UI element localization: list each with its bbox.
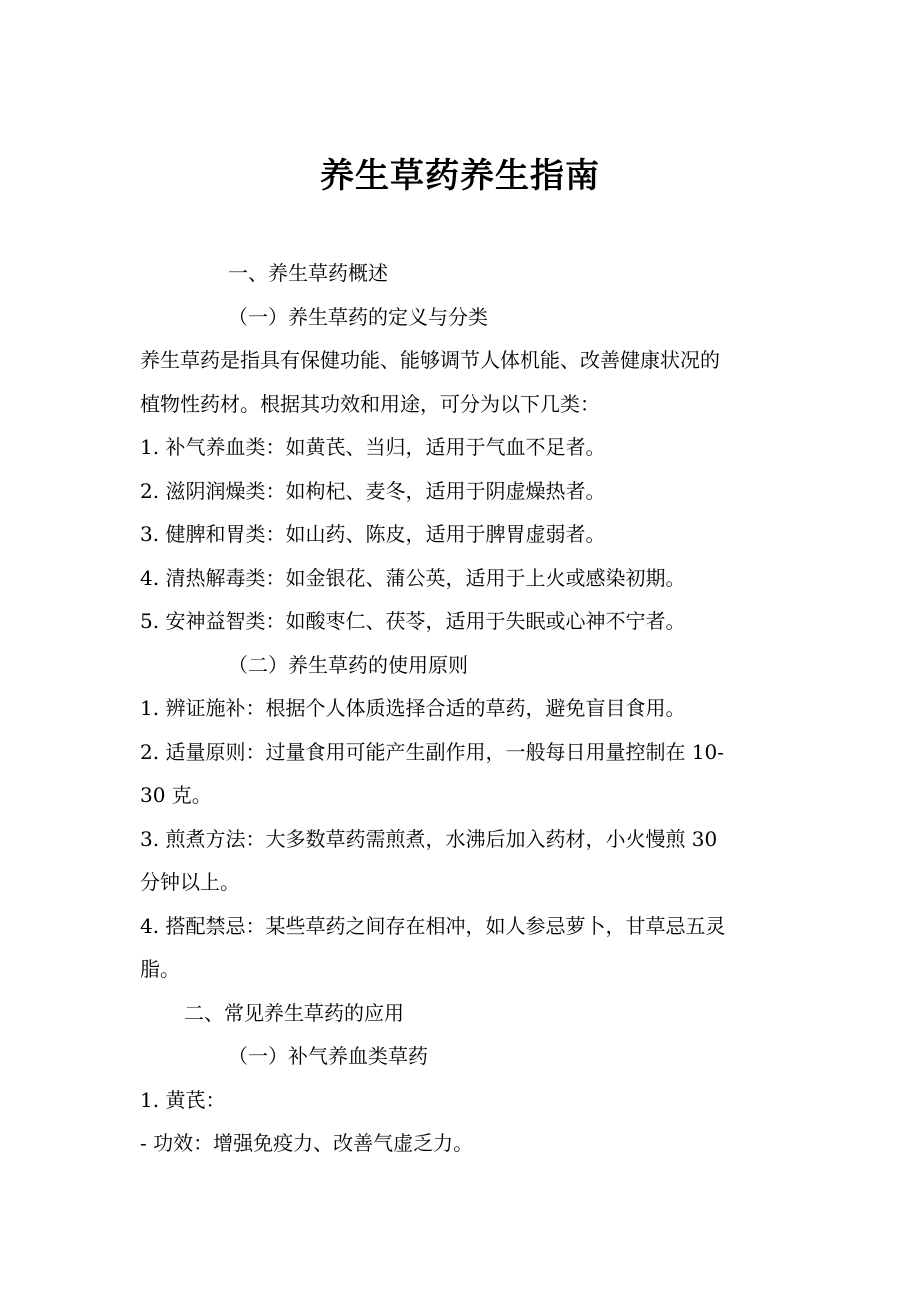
list-item: 1. 黄芪： — [140, 1087, 226, 1112]
list-item: 1. 辨证施补：根据个人体质选择合适的草药，避免盲目食用。 — [140, 696, 686, 720]
list-item: 4. 搭配禁忌：某些草药之间存在相冲，如人参忌萝卜，甘草忌五灵 — [140, 913, 726, 938]
paragraph-line: 养生草药是指具有保健功能、能够调节人体机能、改善健康状况的 — [140, 348, 720, 372]
list-item-continuation: 分钟以上。 — [140, 870, 240, 894]
page-title: 养生草药养生指南 — [320, 156, 600, 196]
list-item: 2. 滋阴润燥类：如枸杞、麦冬，适用于阴虚燥热者。 — [140, 478, 606, 503]
paragraph-line: 植物性药材。根据其功效和用途，可分为以下几类： — [140, 391, 600, 416]
list-item: 5. 安神益智类：如酸枣仁、茯苓，适用于失眠或心神不宁者。 — [140, 609, 686, 633]
subsection-heading: （一）养生草药的定义与分类 — [228, 304, 488, 329]
list-item: 3. 煎煮方法：大多数草药需煎煮，水沸后加入药材，小火慢煎 30 — [140, 826, 718, 851]
list-item-continuation: 30 克。 — [140, 783, 212, 807]
subsection-heading: （二）养生草药的使用原则 — [228, 652, 468, 677]
list-item: 2. 适量原则：过量食用可能产生副作用，一般每日用量控制在 10- — [140, 739, 725, 764]
section-heading: 一、养生草药概述 — [228, 261, 388, 285]
list-item: 4. 清热解毒类：如金银花、蒲公英，适用于上火或感染初期。 — [140, 565, 686, 590]
list-item: 1. 补气养血类：如黄芪、当归，适用于气血不足者。 — [140, 435, 606, 459]
subsection-heading: （一）补气养血类草药 — [228, 1044, 428, 1068]
list-item: - 功效：增强免疫力、改善气虚乏力。 — [140, 1131, 474, 1155]
section-heading: 二、常见养生草药的应用 — [184, 1000, 404, 1025]
list-item: 3. 健脾和胃类：如山药、陈皮，适用于脾胃虚弱者。 — [140, 522, 606, 546]
list-item-continuation: 脂。 — [140, 957, 180, 981]
document-body — [140, 252, 790, 1166]
